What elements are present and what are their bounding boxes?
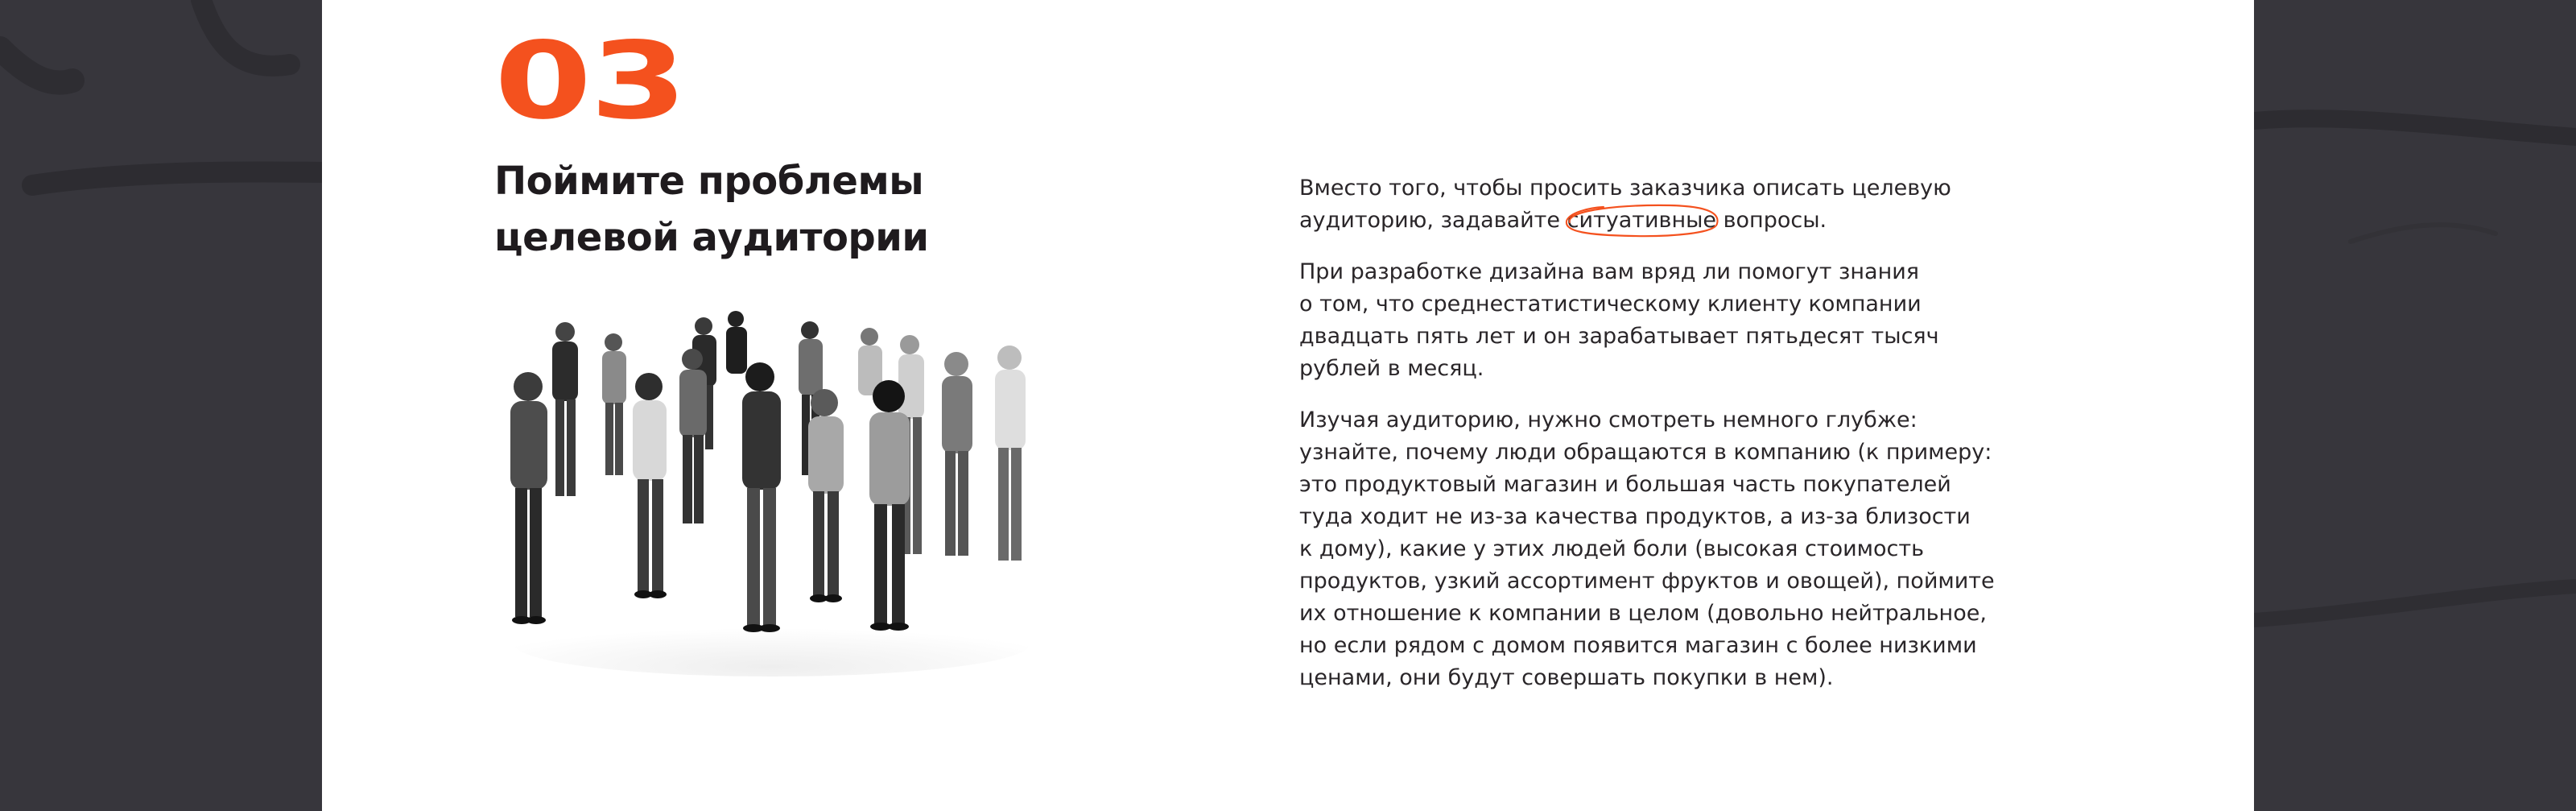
text-line: но если рядом с домом появится магазин с более низкими bbox=[1299, 633, 1977, 658]
text-line: При разработке дизайна вам вряд ли помогут знания bbox=[1299, 259, 1920, 284]
text-line: двадцать пять лет и он зарабатывает пятьдесят тысяч bbox=[1299, 324, 1939, 349]
text-line bbox=[1299, 205, 2104, 237]
body-text bbox=[1299, 172, 2104, 714]
right-background bbox=[2254, 0, 2576, 811]
content-card bbox=[322, 0, 2254, 811]
paragraph bbox=[1299, 256, 2104, 385]
text-line: узнайте, почему люди обращаются в компанию (к примеру: bbox=[1299, 440, 1992, 465]
text-line: ценами, они будут совершать покупки в нем). bbox=[1299, 665, 1834, 690]
text-segment: вопросы. bbox=[1716, 208, 1827, 233]
text-line: продуктов, узкий ассортимент фруктов и овощей), поймите bbox=[1299, 569, 1995, 594]
text-line: их отношение к компании в целом (довольно нейтральное, bbox=[1299, 601, 1987, 626]
text-line: рублей в месяц. bbox=[1299, 356, 1484, 381]
paragraph bbox=[1299, 172, 2104, 237]
paragraph bbox=[1299, 404, 2104, 694]
decorative-strokes-right bbox=[2254, 0, 2576, 811]
step-number: 03 bbox=[494, 19, 686, 143]
text-line: Изучая аудиторию, нужно смотреть немного глубже: bbox=[1299, 408, 1918, 432]
left-background bbox=[0, 0, 322, 811]
text-line: о том, что среднестатистическому клиенту компании bbox=[1299, 292, 1922, 317]
text-line: к дому), какие у этих людей боли (высокая стоимость bbox=[1299, 536, 1925, 561]
text-line: Вместо того, чтобы просить заказчика описать целевую bbox=[1299, 176, 1951, 201]
text-segment: аудиторию, задавайте bbox=[1299, 208, 1567, 233]
group-of-people-photo bbox=[494, 306, 1050, 693]
section-title-line: Поймите проблемы bbox=[494, 159, 924, 204]
section-title-line: целевой аудитории bbox=[494, 215, 929, 260]
text-line: это продуктовый магазин и большая часть покупателей bbox=[1299, 472, 1951, 497]
text-line: туда ходит не из-за качества продуктов, а из-за близости bbox=[1299, 504, 1971, 529]
highlighted-word-text: ситуативные bbox=[1567, 208, 1717, 233]
highlighted-word bbox=[1567, 205, 1716, 237]
section-title bbox=[494, 153, 1106, 266]
decorative-strokes-left bbox=[0, 0, 322, 811]
